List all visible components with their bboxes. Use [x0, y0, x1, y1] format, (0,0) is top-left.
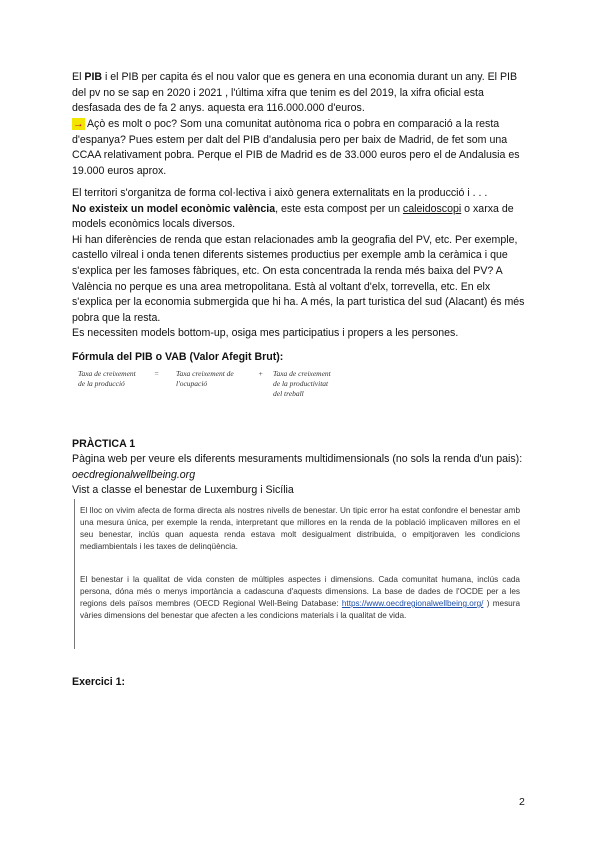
formula-term3-line1: Taxa de creixement: [273, 369, 331, 378]
formula-term2-line2: l'ocupació: [176, 379, 208, 388]
pib-text-start: El: [72, 71, 85, 83]
quote-p2-end: ) mesura vàries dimensions del benestar que afecten a les condicions materials i la qualitat de vida.: [80, 599, 521, 620]
territory-paragraph: [72, 186, 532, 342]
territory-intro: El territori s'organitza de forma col·lectiva i això genera externalitats en la producció i . . .: [72, 187, 488, 199]
territory-bold: No existeix un model econòmic valència: [72, 202, 276, 215]
quote-paragraph-1: El lloc on vivim afecta de forma directa als nostres nivells de benestar. Un tipic error ha estat confondre el benestar amb una mesura única, per exemple la renda, interpretant que millores en la renda de la població implicaven millores en el seu benestar, inclús quan aquesta renda estava molt desigualment distribuida, o empitjoraven les condicions mediambientals i les taxes de delinqüència.: [80, 506, 520, 551]
page-number: 2: [519, 796, 525, 808]
arrow-icon: →: [73, 118, 84, 130]
formula-term1-line2: de la producció: [78, 379, 125, 388]
comparison-paragraph: [72, 117, 532, 179]
caleidoscopi-term: caleidoscopi: [402, 202, 462, 215]
quoted-excerpt: [74, 499, 525, 649]
formula-term3-line2: de la productivitat: [273, 379, 329, 388]
practica-site: oecdregionalwellbeing.org: [72, 468, 196, 481]
comparison-text: Açò es molt o poc? Som una comunitat autònoma rica o pobra en comparació a la resta d'espanya? Pues estem per dalt del PIB d'andalusia pero per baix de Madrid, de fet som una CCAA relativament pobra. Perque el PIB de Madrid es de 33.000 euros pero el de Andalusia es 19.000 euros aprox.: [72, 118, 520, 177]
formula-term1-line1: Taxa de creixement: [78, 369, 136, 378]
quote-p2-text: El benestar i la qualitat de vida consten de múltiples aspectes i dimensions. Cada comunitat humana, inclús cada persona, dóna més o menys importància a cadascuna d'aquests dimensions. La base de dades de l'OCDE per a les regions dels països membres (OECD Regional Well-Being Database:: [80, 575, 520, 608]
territory-body: Hi han diferències de renda que estan relacionades amb la geografia del PV, etc. Per exemple, castello vilreal i onda tenen diferents sistemes productius per exemple amb la ceràmica i que s'explica per les famoses fàbriques, etc. On esta concentrada la renda més baixa del PV? A València no perque es una area metropolitana. Està al voltant d'elx, torrevella, etc. En elx s'explica per la economia submergida que hi ha. A més, la part turistica del sud (Alacant) és més pobra que la resta.: [72, 233, 525, 324]
pib-text-rest: i el PIB per capita és el nou valor que es genera en una economia durant un any. El PIB del pv no se sap en 2020 i 2021 , l'última xifra que tenim es del 2019, la xifra oficial esta desfasada des de fa 2 anys. aquesta era 116.000.000 d'euros.: [72, 71, 518, 115]
formula-term2-line1: Taxa creixement de: [176, 369, 234, 378]
formula-heading: Fórmula del PIB o VAB (Valor Afegit Brut):: [72, 351, 284, 363]
formula-plus: +: [258, 369, 264, 378]
territory-end: o xarxa de models econòmics locals diversos.: [72, 202, 514, 231]
pib-paragraph: [72, 70, 532, 117]
formula-equals: =: [154, 369, 160, 378]
practica-title: PRÀCTICA 1: [72, 438, 136, 450]
pib-formula: [78, 369, 378, 403]
oecd-link[interactable]: https://www.oecdregionalwellbeing.org/: [341, 599, 484, 608]
exercici-heading: Exercici 1:: [72, 676, 126, 688]
practica-paragraph: [72, 452, 532, 499]
practica-line2: Vist a classe el benestar de Luxemburg i Sicília: [72, 484, 294, 497]
quote-paragraph-2: [80, 574, 520, 622]
territory-mid: , este esta compost per un: [275, 202, 403, 215]
practica-line1: Pàgina web per veure els diferents mesuraments multidimensionals (no sols la renda d'un pais):: [72, 453, 523, 465]
territory-last: Es necessiten models bottom-up, osiga mes participatius i propers a les persones.: [72, 327, 459, 340]
formula-term3-line3: del treball: [273, 389, 304, 398]
pib-bold-term: PIB: [84, 71, 103, 83]
